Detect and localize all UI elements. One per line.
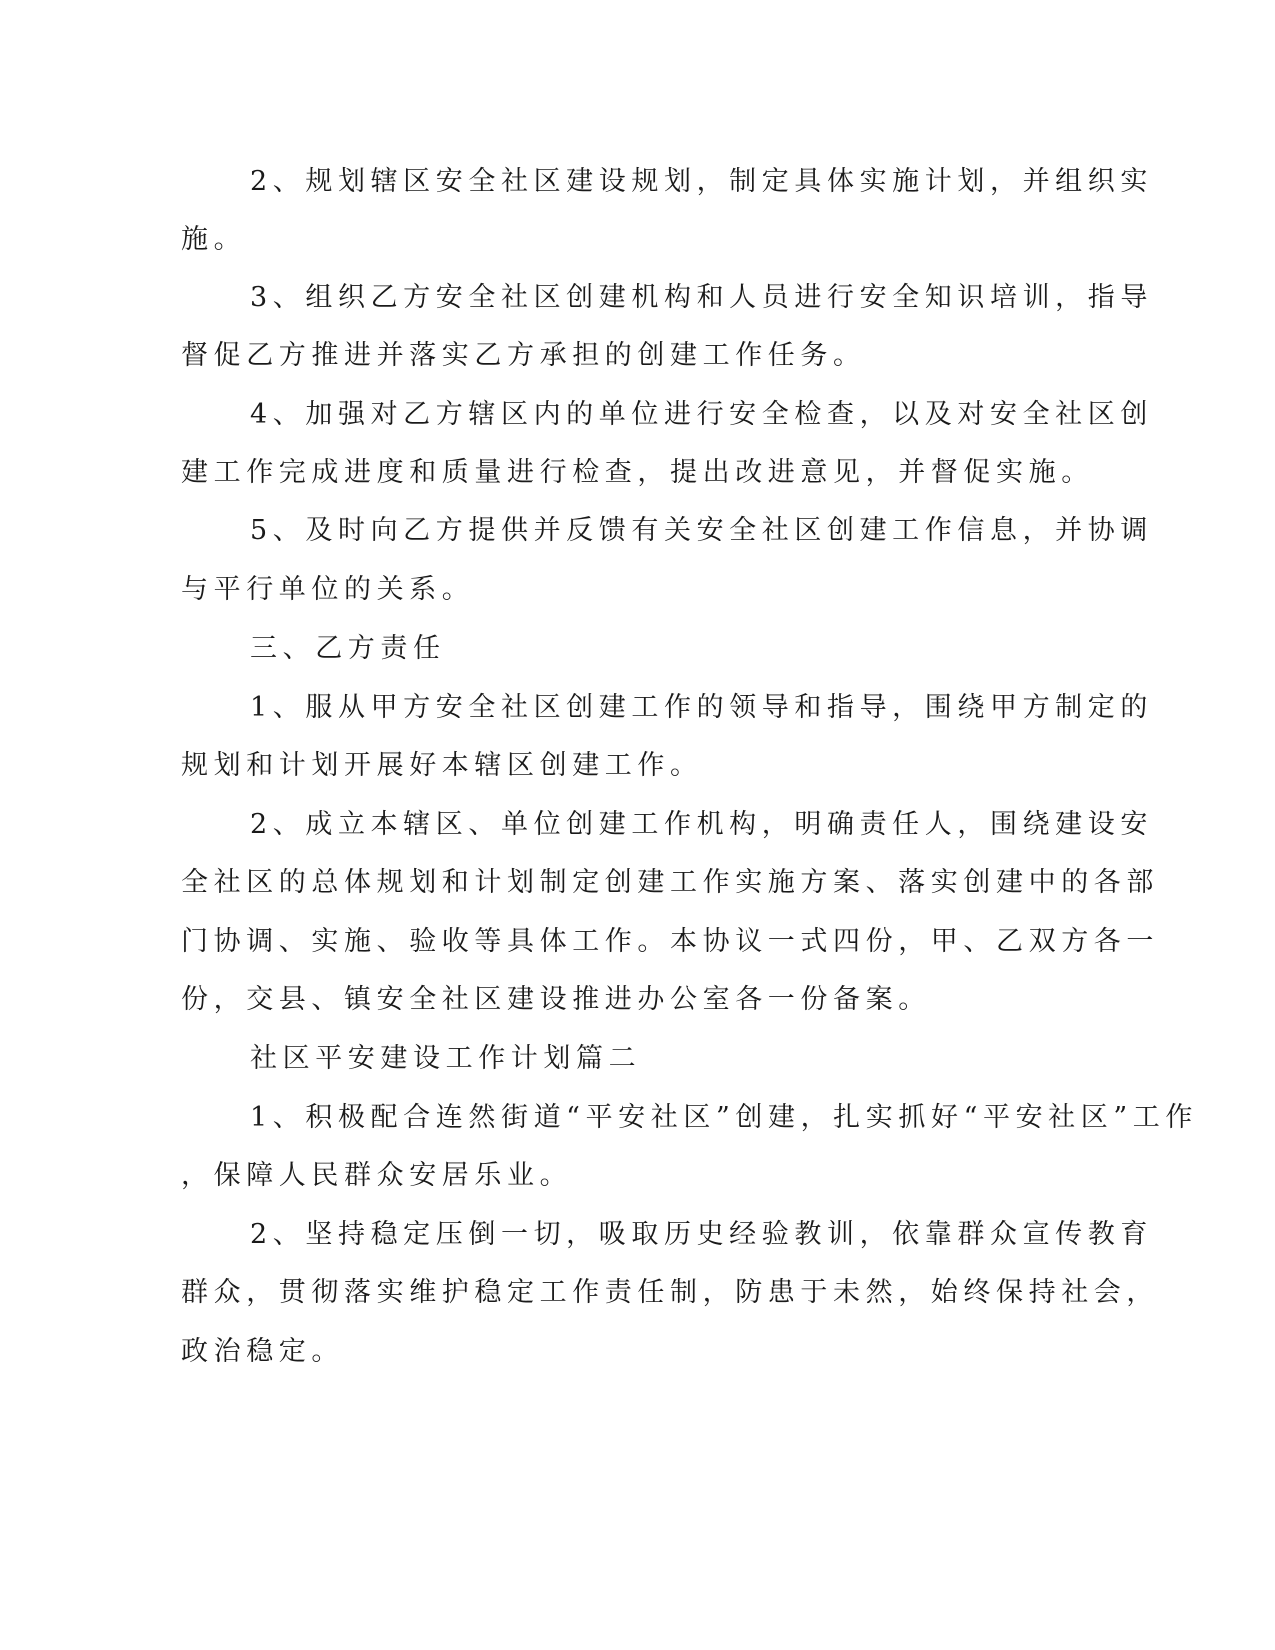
text-line: 3、组织乙方安全社区创建机构和人员进行安全知识培训，指导 xyxy=(250,282,1153,313)
text-line: 门协调、实施、验收等具体工作。本协议一式四份，甲、乙双方各一 xyxy=(181,926,1159,957)
text-line: 群众，贯彻落实维护稳定工作责任制，防患于未然，始终保持社会， xyxy=(181,1277,1159,1308)
text-line: 督促乙方推进并落实乙方承担的创建工作任务。 xyxy=(181,340,866,371)
section-heading: 三、乙方责任 xyxy=(250,633,446,664)
text-line: 4、加强对乙方辖区内的单位进行安全检查，以及对安全社区创 xyxy=(250,399,1153,430)
text-line: 政治稳定。 xyxy=(181,1336,344,1367)
text-line: 2、成立本辖区、单位创建工作机构，明确责任人，围绕建设安 xyxy=(250,809,1153,840)
section-heading: 社区平安建设工作计划篇二 xyxy=(250,1043,642,1074)
text-line: 2、坚持稳定压倒一切，吸取历史经验教训，依靠群众宣传教育 xyxy=(250,1219,1153,1250)
text-line: 2、规划辖区安全社区建设规划，制定具体实施计划，并组织实 xyxy=(250,166,1153,197)
text-line: 规划和计划开展好本辖区创建工作。 xyxy=(181,750,703,781)
text-line: 1、积极配合连然街道“平安社区”创建，扎实抓好“平安社区”工作 xyxy=(250,1102,1198,1133)
text-line: 施。 xyxy=(181,224,247,255)
text-line: 份，交县、镇安全社区建设推进办公室各一份备案。 xyxy=(181,984,931,1015)
text-line: 与平行单位的关系。 xyxy=(181,574,475,605)
text-line: 全社区的总体规划和计划制定创建工作实施方案、落实创建中的各部 xyxy=(181,867,1159,898)
text-line: ，保障人民群众安居乐业。 xyxy=(181,1160,573,1191)
text-line: 5、及时向乙方提供并反馈有关安全社区创建工作信息，并协调 xyxy=(250,515,1153,546)
text-line: 1、服从甲方安全社区创建工作的领导和指导，围绕甲方制定的 xyxy=(250,692,1153,723)
text-line: 建工作完成进度和质量进行检查，提出改进意见，并督促实施。 xyxy=(181,457,1094,488)
